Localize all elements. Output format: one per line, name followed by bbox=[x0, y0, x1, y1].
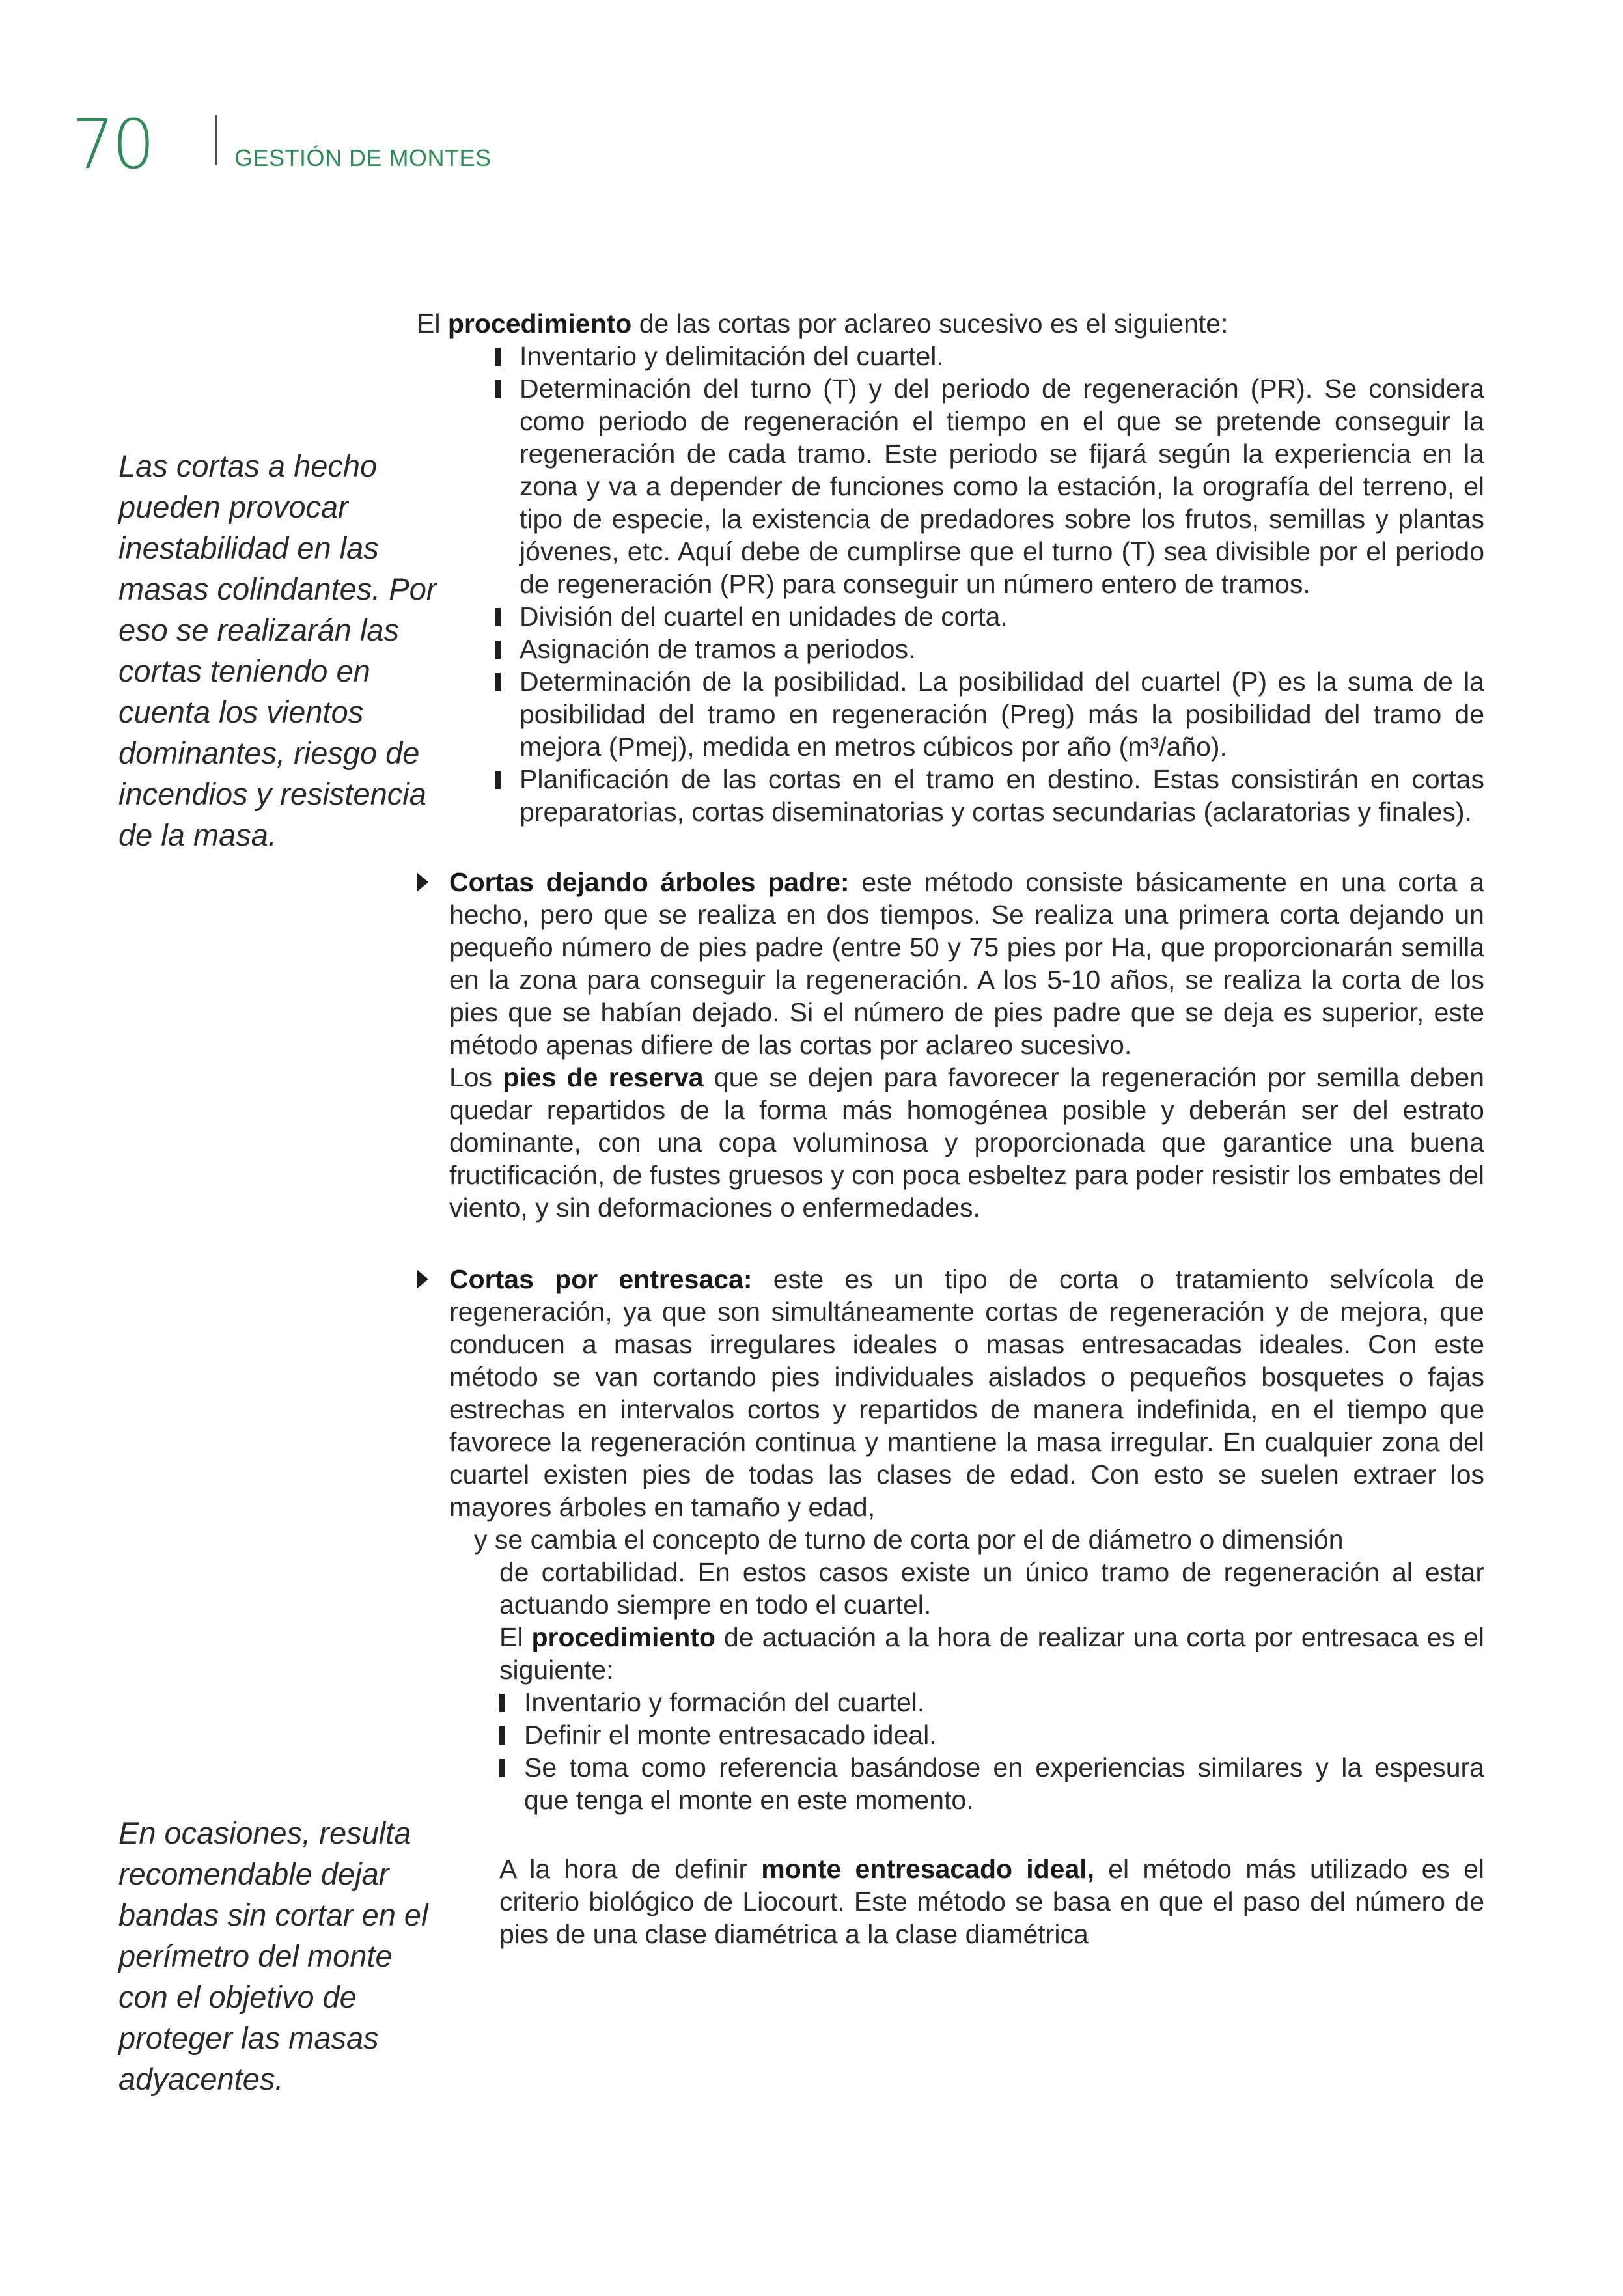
pies-reserva-paragraph: Los pies de reserva que se dejen para favorecer la regeneración por semilla deben quedar repartidos de la forma más homogénea posible y deberán ser del estrato dominante, con una copa voluminosa y proporcionada que garantice una buena fructificación, de fustes gruesos y con poca esbeltez para poder resistir los embates del viento, y sin deformaciones o enfermedades. bbox=[449, 1062, 1485, 1223]
bullet-icon bbox=[495, 380, 501, 398]
list-item: Planificación de las cortas en el tramo en destino. Estas consistirán en cortas preparatorias, cortas diseminatorias y cortas secundarias (aclaratorias y finales). bbox=[495, 763, 1484, 828]
list-item: División del cuartel en unidades de corta. bbox=[495, 600, 1484, 633]
entresaca-procedure-paragraph: El procedimiento de actuación a la hora de realizar una corta por entresaca es el siguiente: bbox=[499, 1622, 1484, 1685]
list-item: Inventario y formación del cuartel. bbox=[499, 1686, 1484, 1719]
bullet-icon bbox=[495, 608, 501, 626]
list-item: Definir el monte entresacado ideal. bbox=[499, 1719, 1484, 1751]
list-item: Determinación de la posibilidad. La posibilidad del cuartel (P) es la suma de la posibilidad del tramo en regeneración (Preg) más la posibilidad del tramo de mejora (Pmej), medida en metros cúbicos por año (m³/año). bbox=[495, 665, 1484, 763]
arrow-bullet-icon bbox=[417, 872, 428, 892]
arrow-bullet-icon bbox=[417, 1269, 428, 1289]
list-item: Asignación de tramos a periodos. bbox=[495, 633, 1484, 665]
entresaca-paragraph-cont-1: y se cambia el concepto de turno de corta por el de diámetro o dimensión bbox=[474, 1525, 1344, 1555]
header-divider bbox=[215, 115, 217, 165]
list-item: Inventario y delimitación del cuartel. bbox=[495, 340, 1484, 372]
intro-paragraph: El procedimiento de las cortas por aclareo sucesivo es el siguiente: bbox=[417, 309, 1228, 339]
entresaca-paragraph: Cortas por entresaca: este es un tipo de corta o tratamiento selvícola de regeneración, ya que son simultáneamente cortas de regeneración y de mejora, que conducen a masas irregulares ideales o masas entresacadas ideales. Con este método se van cortando pies individuales aislados o pequeños bosquetes o fajas estrechas en intervalos cortos y repartidos de manera indefinida, en el tiempo que favorece la regeneración continua y mantiene la masa irregular. En cualquier zona del cuartel existen pies de todas las clases de edad. Con esto se suelen extraer los mayores árboles en tamaño y edad, bbox=[449, 1264, 1484, 1522]
section-entresaca bbox=[417, 1263, 1484, 1950]
section-title: GESTIÓN DE MONTES bbox=[234, 145, 492, 171]
bullet-icon bbox=[495, 673, 501, 691]
bullet-icon bbox=[499, 1759, 505, 1777]
list-item: Determinación del turno (T) y del periodo de regeneración (PR). Se considera como periodo de regeneración el tiempo en el que se pretende conseguir la regeneración de cada tramo. Este periodo se fijará según la experiencia en la zona y va a depender de funciones como la estación, la orografía del terreno, el tipo de especie, la existencia de predadores sobre los frutos, semillas y plantas jóvenes, etc. Aquí debe de cumplirse que el turno (T) sea divisible por el periodo de regeneración (PR) para conseguir un número entero de tramos. bbox=[495, 372, 1484, 600]
bullet-icon bbox=[499, 1726, 505, 1745]
bullet-icon bbox=[495, 771, 501, 789]
main-text bbox=[417, 307, 1484, 1950]
monte-ideal-paragraph: A la hora de definir monte entresacado ideal, el método más utilizado es el criterio biológico de Liocourt. Este método se basa en que el paso del número de pies de una clase diamétrica a la clase diamétrica bbox=[499, 1854, 1484, 1949]
entresaca-paragraph-cont-2: de cortabilidad. En estos casos existe un único tramo de regeneración al estar actuando siempre en todo el cuartel. bbox=[499, 1557, 1484, 1620]
bullet-icon bbox=[495, 641, 501, 659]
bullet-icon bbox=[499, 1694, 505, 1712]
page-number: 70 bbox=[72, 105, 153, 184]
arboles-padre-paragraph: Cortas dejando árboles padre: este método consiste básicamente en una corta a hecho, pero que se realiza en dos tiempos. Se realiza una primera corta dejando un pequeño número de pies padre (entre 50 y 75 pies por Ha, que proporcionarán semilla en la zona para conseguir la regeneración. A los 5-10 años, se realiza la corta de los pies que se habían dejado. Si el número de pies padre que se deja es superior, este método apenas difiere de las cortas por aclareo sucesivo. bbox=[449, 867, 1485, 1060]
section-arboles-padre bbox=[417, 866, 1484, 1224]
list-item: Se toma como referencia basándose en experiencias similares y la espesura que tenga el monte en este momento. bbox=[499, 1751, 1484, 1816]
procedure-list-aclareo bbox=[495, 340, 1484, 828]
bullet-icon bbox=[495, 348, 501, 366]
sidenote-cortas-a-hecho: Las cortas a hecho pueden provocar inestabilidad en las masas colindantes. Por eso se realizarán las cortas teniendo en cuenta los vientos dominantes, riesgo de incendios y resistencia de la masa. bbox=[118, 449, 437, 852]
procedure-list-entresaca bbox=[499, 1686, 1484, 1816]
sidenote-bandas-sin-cortar: En ocasiones, resulta recomendable dejar bandas sin cortar en el perímetro del monte con el objetivo de proteger las masas adyacentes. bbox=[118, 1816, 428, 2096]
